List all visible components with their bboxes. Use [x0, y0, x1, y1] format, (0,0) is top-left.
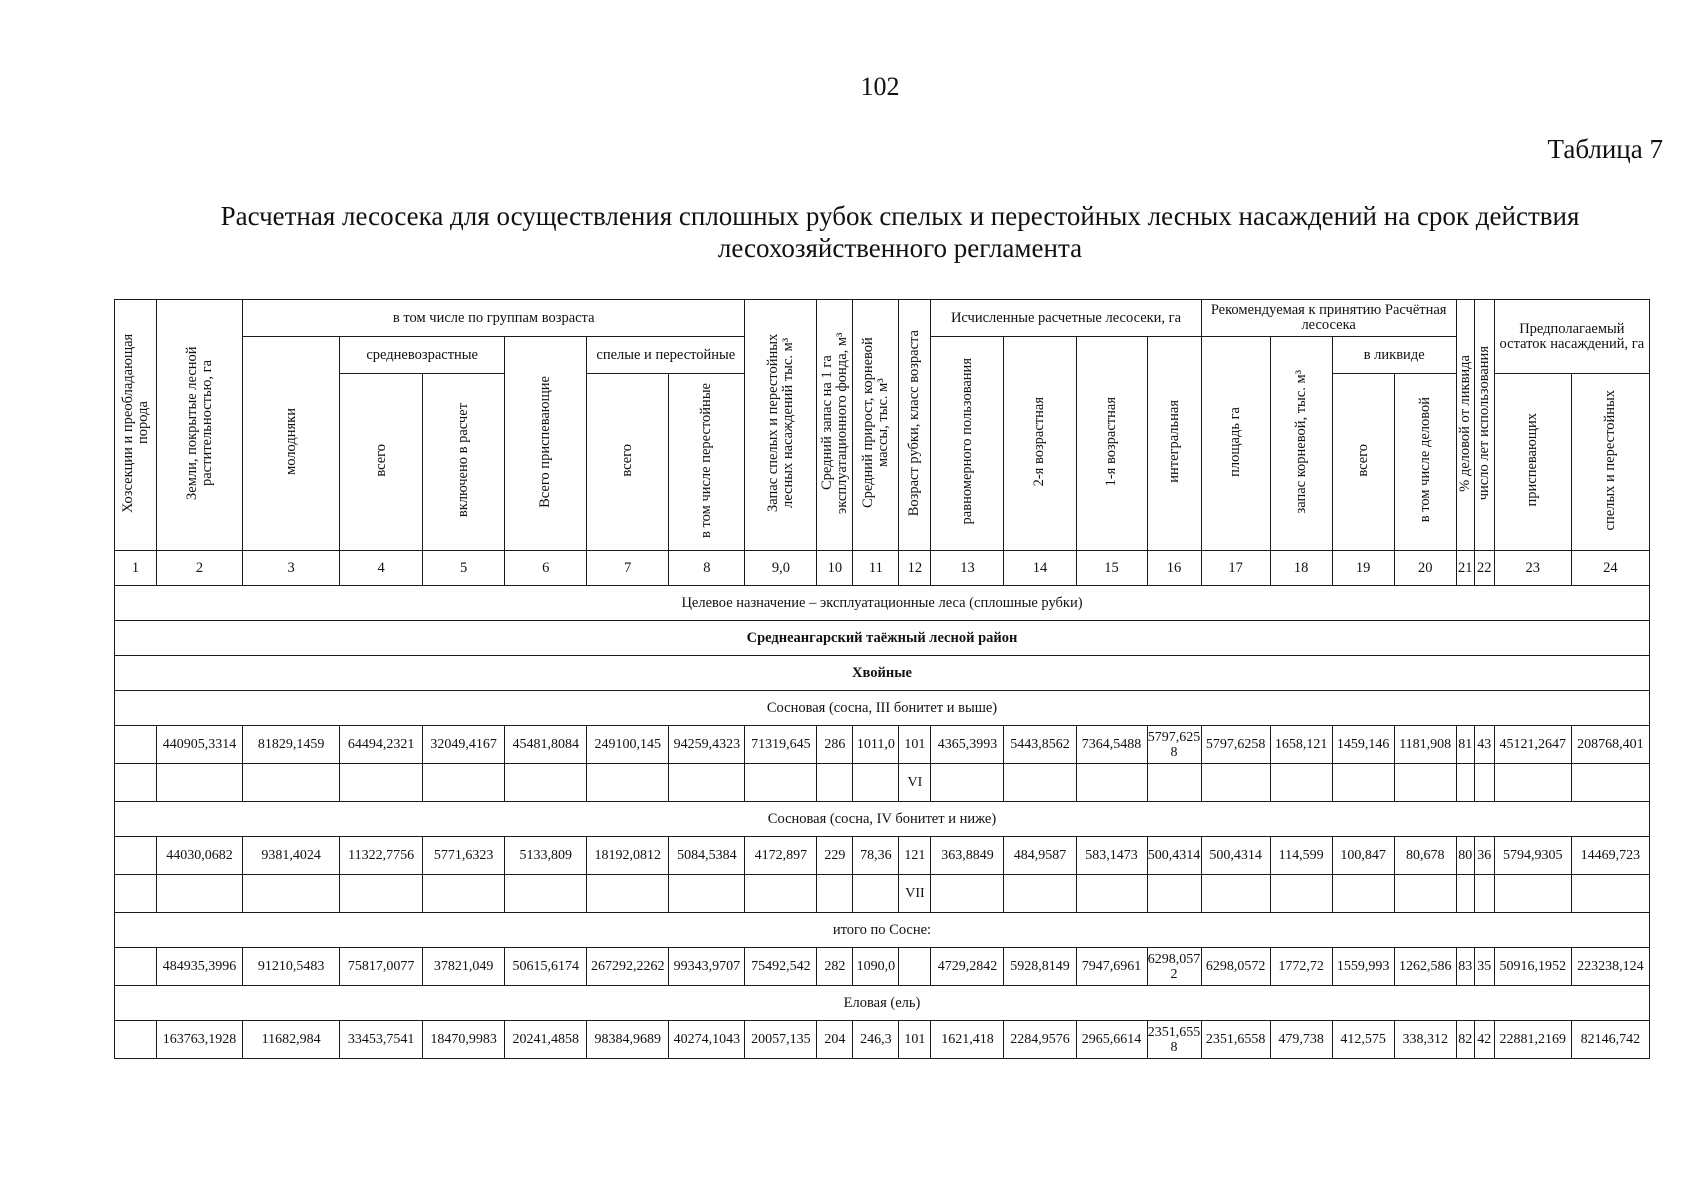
section-pine4: Сосновая (сосна, IV бонитет и ниже) [115, 802, 1650, 837]
header-ripe: спелые и перестойные [587, 337, 745, 374]
header-c24: спелых и перестойных [1571, 374, 1649, 551]
table-cell: 2965,6614 [1076, 1021, 1147, 1059]
table-cell: 33453,7541 [340, 1021, 423, 1059]
header-c1: Хозсекции и преобладающая порода [115, 300, 157, 551]
table-cell: 500,4314 [1147, 837, 1201, 875]
table-cell: 208768,401 [1571, 726, 1649, 764]
table-cell: 7947,6961 [1076, 948, 1147, 986]
table-cell [1474, 764, 1494, 802]
table-cell [340, 764, 423, 802]
table-cell [1571, 875, 1649, 913]
table-cell: 81829,1459 [243, 726, 340, 764]
header-middle: средневозрастные [340, 337, 505, 374]
table-cell: 50615,6174 [505, 948, 587, 986]
section-group: Хвойные [115, 656, 1650, 691]
header-c8: в том числе перестойные [669, 374, 745, 551]
header-c2: Земли, покрытые лесной растительностью, га [157, 300, 243, 551]
header-age-groups: в том числе по группам возраста [243, 300, 745, 337]
table-cell: 121 [899, 837, 931, 875]
table-cell: 22881,2169 [1494, 1021, 1571, 1059]
table-cell [1394, 875, 1456, 913]
table-cell: 1011,0 [853, 726, 899, 764]
table-cell: 11322,7756 [340, 837, 423, 875]
table-cell: 1559,993 [1332, 948, 1394, 986]
table-cell: 229 [817, 837, 853, 875]
header-c18: запас корневой, тыс. м³ [1270, 337, 1332, 551]
table-cell [505, 875, 587, 913]
table-cell: 4365,3993 [931, 726, 1004, 764]
table-cell [115, 948, 157, 986]
header-c19: всего [1332, 374, 1394, 551]
column-number-cell: 1 [115, 551, 157, 586]
column-number-cell: 4 [340, 551, 423, 586]
table-cell [1201, 875, 1270, 913]
table-cell: 5443,8562 [1004, 726, 1076, 764]
column-number-cell: 8 [669, 551, 745, 586]
table-cell: 18192,0812 [587, 837, 669, 875]
table-cell: 2284,9576 [1004, 1021, 1076, 1059]
table-cell [115, 837, 157, 875]
table-cell: 1459,146 [1332, 726, 1394, 764]
header-recommended: Рекомендуемая к принятию Расчётная лесосека [1201, 300, 1456, 337]
table-cell: 80 [1456, 837, 1474, 875]
table-cell: 6298,0572 [1201, 948, 1270, 986]
header-c11: Средний прирост, корневой массы, тыс. м³ [853, 300, 899, 551]
table-row [115, 837, 1650, 875]
table-cell: 246,3 [853, 1021, 899, 1059]
column-number-cell: 16 [1147, 551, 1201, 586]
table-cell [1456, 875, 1474, 913]
table-cell [1270, 875, 1332, 913]
column-number-cell: 10 [817, 551, 853, 586]
column-number-cell: 13 [931, 551, 1004, 586]
table-cell: 363,8849 [931, 837, 1004, 875]
table-cell: 37821,049 [423, 948, 505, 986]
table-cell: 286 [817, 726, 853, 764]
table-cell: 50916,1952 [1494, 948, 1571, 986]
column-number-cell: 9,0 [745, 551, 817, 586]
column-number-cell: 3 [243, 551, 340, 586]
table-cell [669, 764, 745, 802]
table-cell: 583,1473 [1076, 837, 1147, 875]
table-row [115, 1021, 1650, 1059]
column-number-cell: 20 [1394, 551, 1456, 586]
table-cell: 42 [1474, 1021, 1494, 1059]
table-cell: 484935,3996 [157, 948, 243, 986]
column-number-cell: 22 [1474, 551, 1494, 586]
table-cell: 1658,121 [1270, 726, 1332, 764]
header-c9: Запас спелых и перестойных лесных насаждений тыс. м³ [745, 300, 817, 551]
table-cell [853, 764, 899, 802]
table-cell [1474, 875, 1494, 913]
table-cell: 80,678 [1394, 837, 1456, 875]
table-cell [669, 875, 745, 913]
table-cell: 18470,9983 [423, 1021, 505, 1059]
header-c6: Всего приспевающие [505, 337, 587, 551]
table-cell [587, 764, 669, 802]
header-c14: 2-я возрастная [1004, 337, 1076, 551]
column-number-cell: 5 [423, 551, 505, 586]
table-cell: 1262,586 [1394, 948, 1456, 986]
header-c10: Средний запас на 1 га эксплуатационного фонда, м³ [817, 300, 853, 551]
table-cell: 71319,645 [745, 726, 817, 764]
table-cell: 94259,4323 [669, 726, 745, 764]
table-cell: 249100,145 [587, 726, 669, 764]
table-cell: 78,36 [853, 837, 899, 875]
table-cell [423, 875, 505, 913]
table-cell [243, 875, 340, 913]
header-c12: Возраст рубки, класс возраста [899, 300, 931, 551]
table-cell [853, 875, 899, 913]
table-cell: 5794,9305 [1494, 837, 1571, 875]
header-c20: в том числе деловой [1394, 374, 1456, 551]
table-cell: 83 [1456, 948, 1474, 986]
header-c3: молодняки [243, 337, 340, 551]
table-cell: 4729,2842 [931, 948, 1004, 986]
table-cell [1571, 764, 1649, 802]
column-number-cell: 7 [587, 551, 669, 586]
table-cell: 75817,0077 [340, 948, 423, 986]
table-cell: 282 [817, 948, 853, 986]
column-number-cell: 18 [1270, 551, 1332, 586]
table-cell [340, 875, 423, 913]
table-cell [817, 875, 853, 913]
table-cell [243, 764, 340, 802]
table-cell: 4172,897 [745, 837, 817, 875]
table-cell [423, 764, 505, 802]
page-number: 102 [860, 72, 900, 101]
header-c4: всего [340, 374, 423, 551]
header-c23: приспевающих [1494, 374, 1571, 551]
table-cell [115, 764, 157, 802]
table-cell [899, 948, 931, 986]
table-cell [931, 875, 1004, 913]
table-label: Таблица 7 [1547, 134, 1663, 164]
table-cell: 40274,1043 [669, 1021, 745, 1059]
table-cell [1394, 764, 1456, 802]
table-cell [1004, 875, 1076, 913]
table-cell: VI [899, 764, 931, 802]
table-cell: 1621,418 [931, 1021, 1004, 1059]
table-cell [1494, 764, 1571, 802]
header-calc: Исчисленные расчетные лесосеки, га [931, 300, 1201, 337]
table-cell: 1090,0 [853, 948, 899, 986]
table-cell: 91210,5483 [243, 948, 340, 986]
table-row [115, 764, 1650, 802]
table-cell: 100,847 [1332, 837, 1394, 875]
table-cell: 9381,4024 [243, 837, 340, 875]
section-purpose: Целевое назначение – эксплуатационные леса (сплошные рубки) [115, 586, 1650, 621]
table-row [115, 948, 1650, 986]
table-row [115, 726, 1650, 764]
table-cell [157, 875, 243, 913]
column-number-cell: 12 [899, 551, 931, 586]
table-cell: 5084,5384 [669, 837, 745, 875]
table-cell: 6298,0572 [1147, 948, 1201, 986]
table-cell: 75492,542 [745, 948, 817, 986]
table-cell [817, 764, 853, 802]
table-cell: 14469,723 [1571, 837, 1649, 875]
table-cell: 204 [817, 1021, 853, 1059]
header-remaining: Предполагаемый остаток насаждений, га [1494, 300, 1649, 374]
header-c21: % деловой от ликвида [1456, 300, 1474, 551]
table-cell: 11682,984 [243, 1021, 340, 1059]
header-c13: равномерного пользования [931, 337, 1004, 551]
table-cell: 101 [899, 1021, 931, 1059]
table-cell: 101 [899, 726, 931, 764]
table-cell [115, 726, 157, 764]
table-cell [1494, 875, 1571, 913]
column-number-row [115, 551, 1650, 586]
table-cell [931, 764, 1004, 802]
section-pine3: Сосновая (сосна, III бонитет и выше) [115, 691, 1650, 726]
table-cell [745, 764, 817, 802]
table-cell [1147, 764, 1201, 802]
table-cell: 45121,2647 [1494, 726, 1571, 764]
table-cell: 98384,9689 [587, 1021, 669, 1059]
page-title: Расчетная лесосека для осуществления сплошных рубок спелых и перестойных лесных насаждений на срок действия лесохозяйственного регламента [220, 201, 1580, 263]
header-c5: включено в расчет [423, 374, 505, 551]
column-number-cell: 15 [1076, 551, 1147, 586]
table-cell: 20057,135 [745, 1021, 817, 1059]
table-cell: 82 [1456, 1021, 1474, 1059]
column-number-cell: 24 [1571, 551, 1649, 586]
table-row [115, 875, 1650, 913]
table-cell: 479,738 [1270, 1021, 1332, 1059]
table-cell: 81 [1456, 726, 1474, 764]
table-cell: 163763,1928 [157, 1021, 243, 1059]
table-cell: 20241,4858 [505, 1021, 587, 1059]
table-cell: VII [899, 875, 931, 913]
column-number-cell: 23 [1494, 551, 1571, 586]
table-cell: 99343,9707 [669, 948, 745, 986]
table-cell: 44030,0682 [157, 837, 243, 875]
column-number-cell: 17 [1201, 551, 1270, 586]
table-cell: 223238,124 [1571, 948, 1649, 986]
table-cell: 338,312 [1394, 1021, 1456, 1059]
section-pine-total: итого по Сосне: [115, 913, 1650, 948]
section-district: Среднеангарский таёжный лесной район [115, 621, 1650, 656]
table-cell: 5133,809 [505, 837, 587, 875]
table-cell: 5771,6323 [423, 837, 505, 875]
table-cell: 484,9587 [1004, 837, 1076, 875]
table-cell: 5797,6258 [1147, 726, 1201, 764]
table-cell [1456, 764, 1474, 802]
table-cell: 35 [1474, 948, 1494, 986]
table-cell: 45481,8084 [505, 726, 587, 764]
column-number-cell: 21 [1456, 551, 1474, 586]
column-number-cell: 6 [505, 551, 587, 586]
table-cell: 440905,3314 [157, 726, 243, 764]
table-cell: 2351,6558 [1201, 1021, 1270, 1059]
table-cell [505, 764, 587, 802]
header-c7: всего [587, 374, 669, 551]
header-c16: интегральная [1147, 337, 1201, 551]
column-number-cell: 2 [157, 551, 243, 586]
table-cell: 5797,6258 [1201, 726, 1270, 764]
table-cell: 82146,742 [1571, 1021, 1649, 1059]
table-cell: 32049,4167 [423, 726, 505, 764]
data-table [114, 299, 1650, 1059]
table-cell [115, 1021, 157, 1059]
header-c15: 1-я возрастная [1076, 337, 1147, 551]
table-cell [1201, 764, 1270, 802]
table-cell [157, 764, 243, 802]
table-cell: 412,575 [1332, 1021, 1394, 1059]
table-cell: 7364,5488 [1076, 726, 1147, 764]
table-cell [1076, 764, 1147, 802]
table-cell: 5928,8149 [1004, 948, 1076, 986]
column-number-cell: 19 [1332, 551, 1394, 586]
table-cell [745, 875, 817, 913]
table-cell: 2351,6558 [1147, 1021, 1201, 1059]
table-cell: 267292,2262 [587, 948, 669, 986]
section-spruce: Еловая (ель) [115, 986, 1650, 1021]
header-c17: площадь га [1201, 337, 1270, 551]
table-cell [587, 875, 669, 913]
table-cell: 1772,72 [1270, 948, 1332, 986]
table-cell [1332, 764, 1394, 802]
table-cell: 43 [1474, 726, 1494, 764]
column-number-cell: 14 [1004, 551, 1076, 586]
table-cell: 64494,2321 [340, 726, 423, 764]
header-c22: число лет использования [1474, 300, 1494, 551]
table-cell: 114,599 [1270, 837, 1332, 875]
table-cell: 1181,908 [1394, 726, 1456, 764]
header-liquid: в ликвиде [1332, 337, 1456, 374]
column-number-cell: 11 [853, 551, 899, 586]
table-cell [1004, 764, 1076, 802]
table-cell [1270, 764, 1332, 802]
table-cell: 36 [1474, 837, 1494, 875]
table-cell [1147, 875, 1201, 913]
table-cell [1076, 875, 1147, 913]
table-cell: 500,4314 [1201, 837, 1270, 875]
table-cell [1332, 875, 1394, 913]
table-cell [115, 875, 157, 913]
